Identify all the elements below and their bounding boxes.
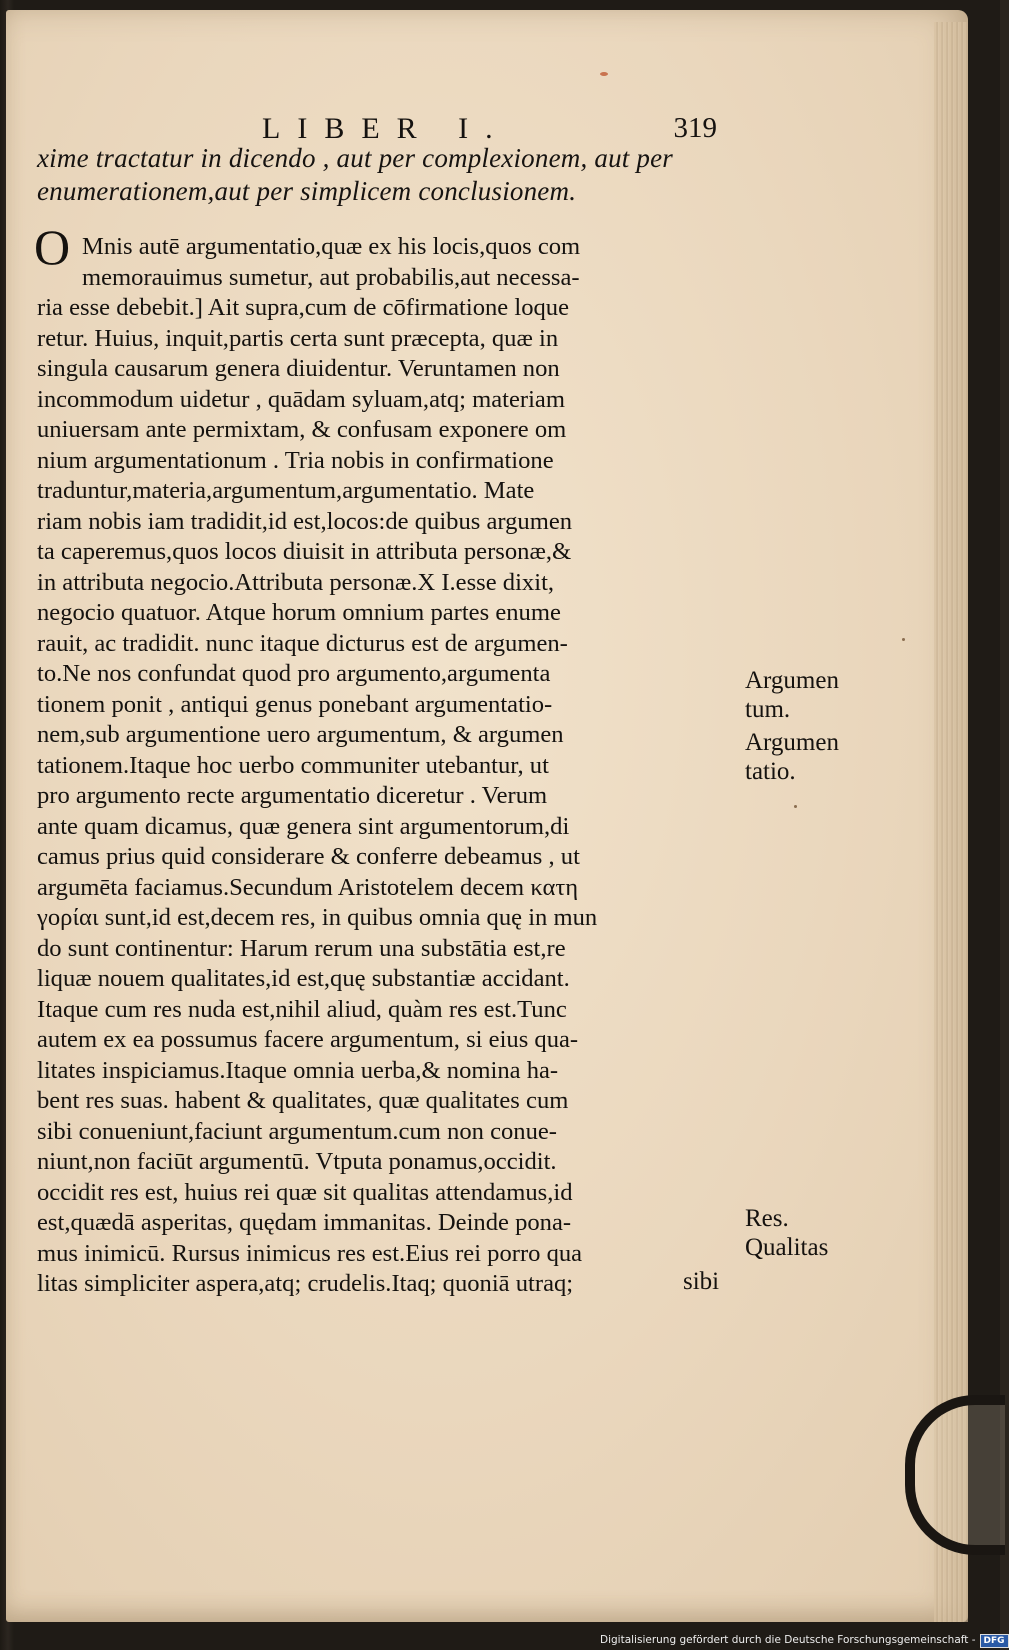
marginal-note-line: tum. — [745, 696, 791, 723]
text-line: uniuersam ante permixtam, & confusam exponere om — [37, 416, 567, 443]
text-line: to.Ne nos confundat quod pro argumento,argumenta — [37, 660, 551, 687]
marginal-note-line: Qualitas — [745, 1234, 829, 1261]
text-line: traduntur,materia,argumentum,argumentatio. Mate — [37, 477, 535, 504]
text-line: incommodum uidetur , quādam syluam,atq; materiam — [37, 385, 565, 413]
drop-cap: O — [34, 219, 71, 275]
ink-spot — [794, 805, 797, 808]
page-edges — [934, 22, 968, 1622]
marginal-note-line: Argumen — [745, 729, 839, 756]
text-line: singula causarum genera diuidentur. Veruntamen non — [37, 355, 560, 382]
text-line: enumerationem,aut per simplicem conclusionem. — [37, 176, 577, 206]
text-line: litas simpliciter aspera,atq; crudelis.Itaq; quoniā utraq; — [37, 1270, 574, 1297]
page-number: 319 — [673, 112, 717, 144]
text-line: retur. Huius, inquit,partis certa sunt præcepta, quæ in — [37, 324, 559, 352]
text-line: in attributa negocio.Attributa personæ.X I.esse dixit, — [37, 568, 555, 596]
text-line: riam nobis iam tradidit,id est,locos:de quibus argumen — [37, 507, 573, 535]
catchword: sibi — [683, 1268, 720, 1295]
text-line: nium argumentationum . Tria nobis in confirmatione — [37, 446, 554, 474]
text-line: do sunt continentur: Harum rerum una substātia est,re — [37, 934, 566, 962]
text-line: camus prius quid considerare & conferre debeamus , ut — [37, 843, 580, 870]
marginal-note-argumentum — [745, 666, 839, 724]
marginal-note-res-qualitas — [745, 1204, 828, 1262]
ink-spot — [600, 72, 608, 76]
text-line: ria esse debebit.] Ait supra,cum de cōfirmatione loque — [37, 294, 570, 321]
text-line: bent res suas. habent & qualitates, quæ qualitates cum — [37, 1087, 569, 1114]
funding-text: Digitalisierung gefördert durch die Deutsche Forschungsgemeinschaft - — [600, 1634, 976, 1646]
running-head: LIBER I. — [262, 112, 510, 145]
marginal-note-line: Res. — [745, 1205, 789, 1232]
text-line: occidit res est, huius rei quæ sit qualitas attendamus,id — [37, 1178, 573, 1206]
ink-spot — [902, 638, 905, 641]
text-line: litates inspiciamus.Itaque omnia uerba,& nomina ha- — [37, 1056, 559, 1084]
text-line: ante quam dicamus, quæ genera sint argumentorum,di — [37, 812, 570, 840]
text-line: sibi conueniunt,faciunt argumentum.cum non conue- — [37, 1117, 557, 1145]
text-line: memorauimus sumetur, aut probabilis,aut necessa- — [82, 263, 580, 291]
text-line: xime tractatur in dicendo , aut per complexionem, aut per — [37, 143, 674, 173]
text-line: liquæ nouem qualitates,id est,quę substantiæ accidant. — [37, 965, 570, 992]
marginal-note-line: tatio. — [745, 758, 796, 785]
dfg-logo: DFG — [980, 1634, 1009, 1648]
text-line: negocio quatuor. Atque horum omnium partes enume — [37, 599, 561, 626]
funding-footer — [600, 1632, 1005, 1648]
text-line: rauit, ac tradidit. nunc itaque dicturus est de argumen- — [37, 629, 568, 657]
text-line: autem ex ea possumus facere argumentum, si eius qua- — [37, 1026, 579, 1053]
text-line: argumēta faciamus.Secundum Aristotelem decem κατη — [37, 873, 579, 901]
marginal-note-argumentatio — [745, 728, 839, 786]
text-line: est,quædā asperitas, quędam immanitas. Deinde pona- — [37, 1209, 572, 1236]
text-line: ta caperemus,quos locos diuisit in attributa personæ,& — [37, 538, 572, 565]
text-line: nem,sub argumentione uero argumentum, & argumen — [37, 721, 564, 748]
italic-passage — [37, 142, 747, 208]
text-line: pro argumento recte argumentatio diceretur . Verum — [37, 782, 548, 809]
text-line: Mnis autē argumentatio,quæ ex his locis,quos com — [82, 233, 581, 260]
text-line: tionem ponit , antiqui genus ponebant argumentatio- — [37, 690, 553, 718]
text-line: tationem.Itaque hoc uerbo communiter utebantur, ut — [37, 751, 549, 779]
marginal-note-line: Argumen — [745, 667, 839, 694]
text-line: Itaque cum res nuda est,nihil aliud, quàm res est.Tunc — [37, 995, 567, 1023]
text-line: niunt,non faciūt argumentū. Vtputa ponamus,occidit. — [37, 1148, 557, 1175]
text-line: mus inimicū. Rursus inimicus res est.Eius rei porro qua — [37, 1239, 583, 1267]
body-text — [37, 232, 737, 1300]
text-line: γορίαι sunt,id est,decem res, in quibus omnia quę in mun — [37, 904, 598, 931]
